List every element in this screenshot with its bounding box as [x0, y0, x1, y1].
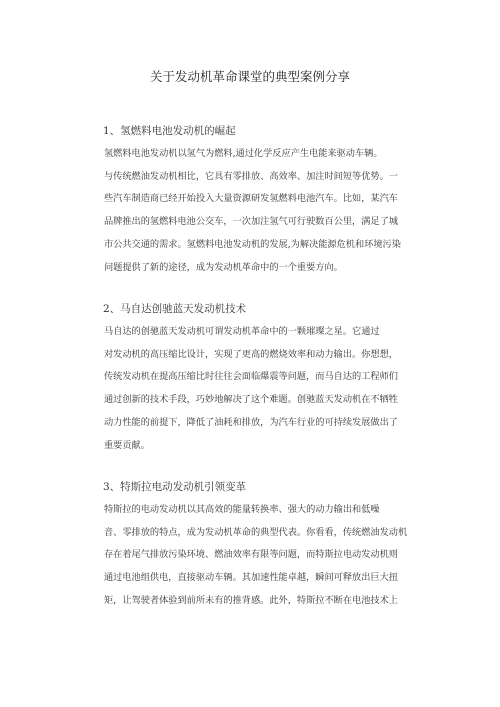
paragraph-line: 矩，让驾驶者体验到前所未有的推背感。此外，特斯拉不断在电池技术上: [104, 594, 398, 606]
section-paragraph-3: [86, 499, 416, 613]
paragraph-line: 市公共交通的需求。氢燃料电池发动机的发展,为解决能源危机和环境污染: [104, 238, 401, 250]
page-title: 关于发动机革命课堂的典型案例分享: [149, 69, 350, 84]
paragraph-line: 品牌推出的氢燃料电池公交车，一次加注氢气可行驶数百公里，满足了城: [104, 216, 398, 228]
paragraph-line: 特斯拉的电动发动机以其高效的能量转换率、强大的动力输出和低噪: [104, 504, 380, 515]
paragraph-line: 问题提供了新的途径，成为发动机革命中的一个重要方向。: [104, 261, 343, 273]
paragraph-line: 音、零排放的特点，成为发动机革命的典型代表。你看看，传统燃油发动机: [104, 526, 408, 538]
paragraph-line: 些汽车制造商已经开始投入大量资源研发氢燃料电池汽车。比如，某汽车: [104, 193, 398, 205]
paragraph-line: 重要贡献。: [104, 439, 150, 451]
paragraph-line: 对发动机的高压缩比设计，实现了更高的燃烧效率和动力输出。你想想，: [104, 348, 398, 360]
paragraph-line: 氢燃料电池发动机以氢气为燃料,通过化学反应产生电能来驱动车辆。: [104, 148, 383, 159]
paragraph-line: 通过创新的技术手段，巧妙地解决了这个难题。创驰蓝天发动机在不牺牲: [104, 394, 398, 406]
paragraph-line: 动力性能的前提下，降低了油耗和排放，为汽车行业的可持续发展做出了: [104, 416, 398, 428]
section-paragraph-1: [86, 143, 416, 279]
paragraph-line: 传统发动机在提高压缩比时往往会面临爆震等问题，而马自达的工程师们: [104, 371, 398, 383]
section-heading-2: 2、马自达创驰蓝天发动机技术: [103, 303, 247, 315]
section-heading-1: 1、氢燃料电池发动机的崛起: [103, 125, 236, 137]
paragraph-line: 存在着尾气排放污染环境、燃油效率有限等问题，而特斯拉电动发动机则: [104, 549, 398, 561]
paragraph-line: 通过电池组供电，直接驱动车辆。其加速性能卓越，瞬间可释放出巨大扭: [104, 572, 398, 584]
paragraph-line: 马自达的创驰蓝天发动机可谓发动机革命中的一颗璀璨之星。它通过: [104, 326, 380, 337]
section-heading-3: 3、特斯拉电动发动机引领变革: [103, 481, 247, 493]
section-paragraph-2: [86, 321, 416, 457]
paragraph-line: 与传统燃油发动机相比，它具有零排放、高效率、加注时间短等优势。一: [104, 170, 398, 182]
